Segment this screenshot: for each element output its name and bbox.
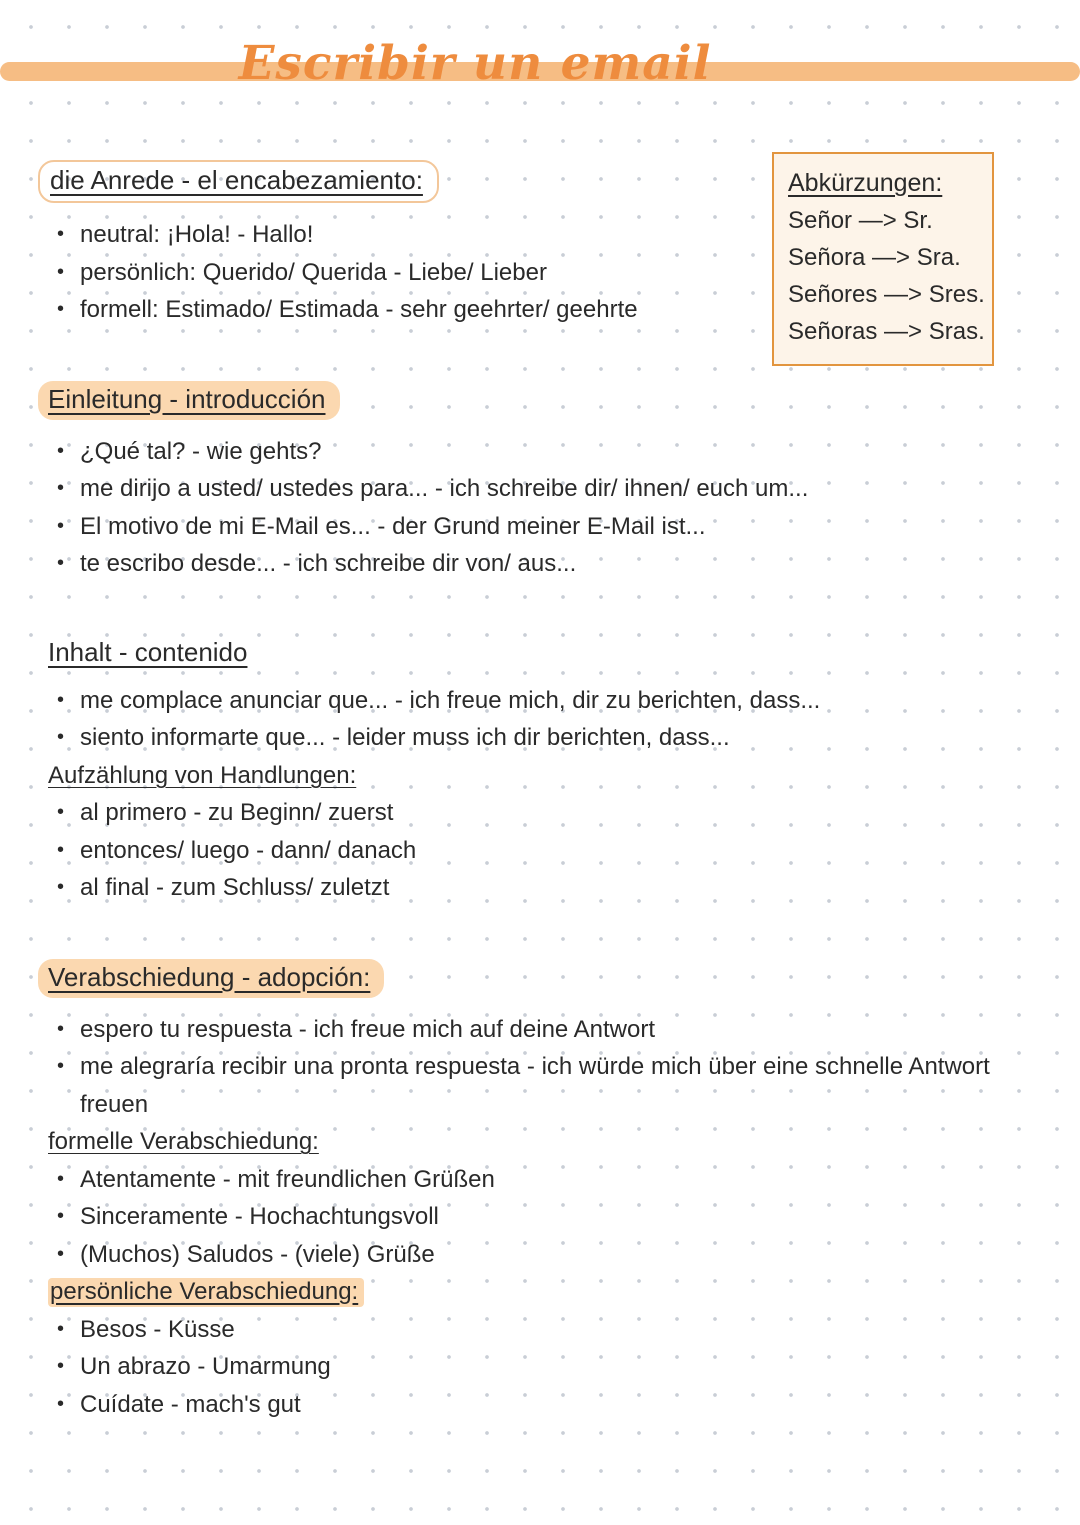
subheading-text: Aufzählung von Handlungen: [48, 761, 357, 789]
bullet-text: al final - zum Schluss/ zuletzt [80, 874, 390, 901]
subheading-text: formelle Verabschiedung: [48, 1128, 319, 1155]
bullet-text: espero tu respuesta - ich freue mich auf deine Antwort [80, 1015, 655, 1043]
section-heading: Verabschiedung - adopción: [38, 959, 384, 998]
bullet-item [48, 433, 1060, 471]
bullet-dot: • [57, 223, 65, 245]
section-heading: Einleitung - introducción [38, 381, 340, 420]
section-heading: Inhalt - contenido [48, 636, 248, 667]
bullet-item [48, 682, 1060, 720]
section-inhalt [48, 635, 1060, 907]
bullet-item [48, 1311, 1060, 1349]
title-banner [0, 36, 1080, 108]
section-verabschiedung [48, 959, 1060, 1424]
bullet-item [48, 545, 1060, 583]
abbreviations-box [772, 152, 994, 366]
bullet-item [48, 869, 1060, 907]
bullet-item [48, 1386, 1060, 1424]
bullet-dot: • [57, 552, 65, 574]
bullet-dot: • [57, 1242, 65, 1265]
bullet-item [48, 1011, 1060, 1049]
section-heading: die Anrede - el encabezamiento: [38, 160, 439, 203]
bullet-text: neutral: ¡Hola! - Hallo! [80, 221, 314, 248]
bullet-text: Cuídate - mach's gut [80, 1390, 301, 1418]
bullet-text: Un abrazo - Umarmung [80, 1353, 331, 1380]
abbreviation-item: Señores —> Sres. [788, 281, 985, 308]
bullet-dot: • [57, 876, 65, 898]
bullet-text: (Muchos) Saludos - (viele) Grüße [80, 1240, 435, 1268]
bullet-dot: • [57, 1317, 65, 1340]
bullet-dot: • [57, 1167, 65, 1190]
bullet-dot: • [57, 477, 65, 499]
bullet-text: Sinceramente - Hochachtungsvoll [80, 1203, 439, 1230]
bullet-text: me complace anunciar que... - ich freue mich, dir zu berichten, dass... [80, 686, 821, 714]
bullet-text: Atentamente - mit freundlichen Grüßen [80, 1165, 495, 1193]
bullet-text: persönlich: Querido/ Querida - Liebe/ Lieber [80, 258, 547, 286]
bullet-item [48, 470, 1060, 508]
bullet-item [48, 1236, 1060, 1274]
subheading [48, 1123, 1060, 1161]
bullet-text: Besos - Küsse [80, 1315, 235, 1343]
bullet-dot: • [57, 1355, 65, 1377]
bullet-text: al primero - zu Beginn/ zuerst [80, 799, 394, 826]
bullet-dot: • [57, 801, 65, 823]
abbreviation-item: Señoras —> Sras. [788, 318, 985, 345]
bullet-dot: • [57, 298, 65, 320]
bullet-item [48, 1161, 1060, 1199]
page-title: Escribir un email [238, 36, 712, 91]
bullet-item [48, 1348, 1060, 1386]
bullet-text: siento informarte que... - leider muss ich dir berichten, dass... [80, 724, 730, 751]
bullet-dot: • [57, 514, 65, 537]
bullet-dot: • [57, 260, 65, 283]
bullet-dot: • [57, 838, 65, 861]
subheading [48, 757, 1060, 795]
bullet-item [48, 794, 1060, 832]
bullet-text: te escribo desde... - ich schreibe dir von/ aus... [80, 550, 577, 577]
abbreviations-list [788, 202, 985, 350]
bullet-text: me dirijo a usted/ ustedes para... - ich schreibe dir/ ihnen/ euch um... [80, 475, 809, 502]
bullet-dot: • [57, 1055, 65, 1077]
subheading-text: persönliche Verabschiedung: [48, 1278, 364, 1307]
bullet-text: formell: Estimado/ Estimada - sehr geehrter/ geehrte [80, 296, 638, 323]
bullet-item [48, 1198, 1060, 1236]
bullet-item [48, 719, 1060, 757]
bullet-dot: • [57, 1017, 65, 1040]
subheading-highlighted [48, 1273, 1060, 1311]
bullet-item [48, 1048, 1060, 1123]
bullet-dot: • [57, 726, 65, 748]
bullet-dot: • [57, 1392, 65, 1415]
bullet-text: ¿Qué tal? - wie gehts? [80, 437, 322, 465]
abbreviation-item: Señora —> Sra. [788, 244, 961, 271]
bullet-dot: • [57, 688, 65, 711]
bullet-dot: • [57, 1205, 65, 1227]
bullet-item [48, 508, 1060, 546]
abbreviation-item: Señor —> Sr. [788, 207, 933, 234]
abbreviations-title: Abkürzungen: [788, 169, 943, 197]
bullet-text: El motivo de mi E-Mail es... - der Grund meiner E-Mail ist... [80, 512, 706, 540]
bullet-dot: • [57, 439, 65, 462]
section-einleitung [48, 381, 1060, 583]
bullet-text: me alegraría recibir una pronta respuesta - ich würde mich über eine schnelle Antwort freuen [80, 1053, 990, 1118]
bullet-text: entonces/ luego - dann/ danach [80, 836, 417, 864]
bullet-item [48, 832, 1060, 870]
